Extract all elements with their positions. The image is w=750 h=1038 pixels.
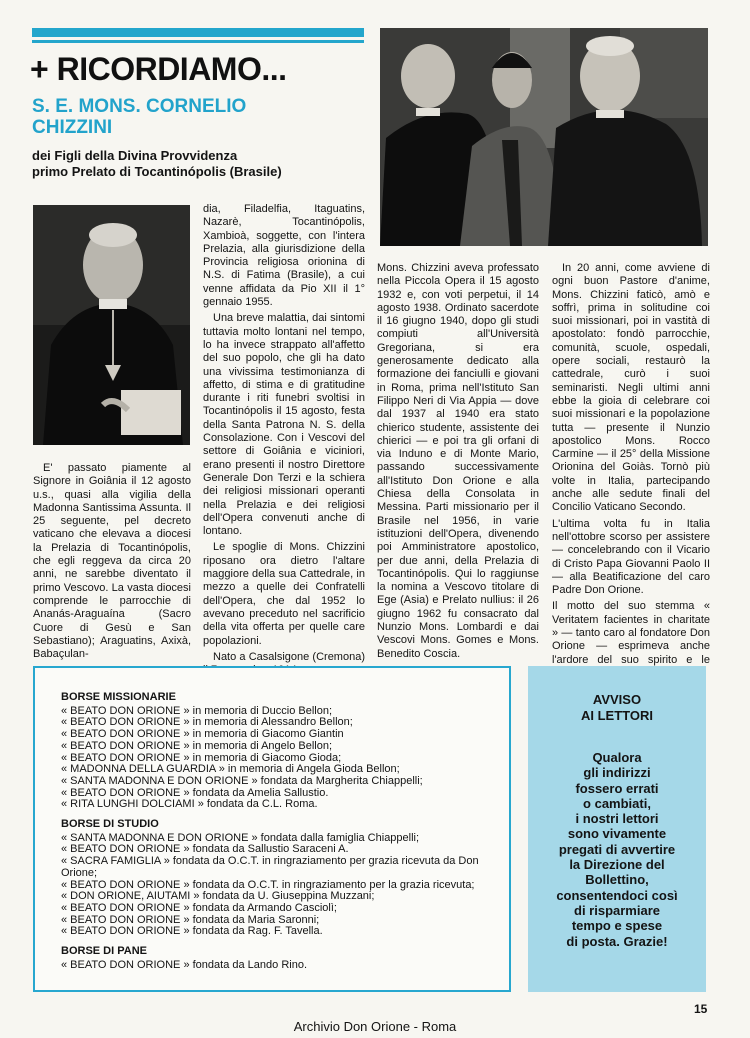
borse-item: « BEATO DON ORIONE » fondata da Lando Rino. — [61, 958, 307, 971]
borse-item: « BEATO DON ORIONE » fondata da Amelia Sallustio. — [61, 786, 329, 799]
header-rule-thin — [32, 40, 364, 43]
article-paragraph: Nato a Casalsigone (Cremona) — [213, 650, 365, 663]
avviso-body: Qualora gli indirizzi fossero errati o cambiati, i nostri lettori sono vivamente pregati di avvertire la Direzione del Bollettino, consentendoci così di risparmiare tempo e spese di posta. Grazie! — [556, 750, 678, 949]
article-paragraph: dia, Filadelfia, Itaguatins, Nazarè, Tocantinópolis, Xambioà, soggette, con l'intera Prelazia, alla giurisdizione della Provincia religiosa orionina di N.S. di Fatima (Brasile), a cui venne affidata da Pio XII il 1° gennaio 1955. — [203, 203, 365, 309]
article-paragraph: Una breve malattia, dai sintomi tuttavia molto lontani nel tempo, lo ha invece strappato all'affetto del suo popolo, che gli ha dato una vivissima testimonianza di affetto, di stima e di gratitudine durante i riti funebri svoltisi in Tocantinópolis il 15 agosto, festa della Santa Patrona N. S. della Consolazione. Con i Vescovi del settore di Goiânia e viciniori, erano presenti il nostro Direttore Generale Don Terzi e la schiera dei religiosi missionari operanti nella Prelazia e dei religiosi dell'Opera convenuti anche di lontano. — [203, 312, 365, 538]
borse-item: « BEATO DON ORIONE » fondata da Rag. F. Tavella. — [61, 925, 323, 938]
archive-footer: Archivio Don Orione - Roma — [293, 1019, 457, 1034]
article-paragraph: E' passato piamente al Signore in Goiânia il 12 agosto u.s., quasi alla vigilia della Madonna Santissima Assunta. Il 25 seguente, pel decreto vaticano che elevava a diocesi la Prelazia di Tocantinópolis, che egli reggeva da circa 20 anni, ne sarebbe diventato il primo Vescovo. La vasta diocesi comprende le parrocchie di Ananás-Araguaína (Sacro Cuore di Gesù e San Sebastiano); Araguatins, Axixà, Babaçulan- — [33, 462, 191, 661]
group-photo — [380, 28, 708, 246]
borse-item: « BEATO DON ORIONE » in memoria di Angelo Bellon; — [61, 739, 333, 752]
borse-item: « DON ORIONE, AIUTAMI » fondata da U. Giuseppina Muzzani; — [61, 890, 375, 903]
borse-item: « RITA LUNGHI DOLCIAMI » fondata da C.L. Roma. — [61, 798, 318, 811]
borse-section-title: BORSE DI STUDIO — [61, 818, 159, 831]
borse-list — [61, 692, 501, 971]
borse-item: « BEATO DON ORIONE » fondata da O.C.T. in ringraziamento per la grazia ricevuta; — [61, 878, 475, 891]
borse-item: « MADONNA DELLA GUARDIA » in memoria di Angela Gioda Bellon; — [61, 763, 400, 776]
page-number: 15 — [694, 1002, 708, 1016]
borse-item: « BEATO DON ORIONE » fondata da Armando Casciolì; — [61, 901, 337, 914]
bishop-portrait-photo — [33, 205, 190, 445]
article-column-2 — [203, 203, 365, 680]
article-column-1 — [33, 462, 191, 664]
article-column-3 — [377, 262, 539, 664]
borse-item: « BEATO DON ORIONE » fondata da Maria Saronni; — [61, 913, 320, 926]
article-paragraph: Mons. Chizzini aveva professato nella Piccola Opera il 15 agosto 1932 e, con voti perpetui, il 14 agosto 1938. Ordinato sacerdote il 16 giugno 1940, dopo gli studi compiuti all'Università Gregoriana, si era generosamente dedicato alla formazione dei fanciulli e giovani in Roma, prima nell'Istituto San Filippo Neri di Via Appia — dove dal 1937 al 1940 era stato chierico studente, assistente dei chierici — e poi tra gli orfani di via Induno e di Monte Mario, passando successivamente all'Istituto Don Orione e alla Chiesa della Consolata in Messina. Parti missionario per il Brasile nel 1956, in varie istituzioni dell'Opera, divenendo poi Amministratore apostolico, per due anni, della Prelazia di Tocantinópolis. Qui lo raggiunse la nomina a Vescovo titolare di Ege (Asia) e Prelato nullius: il 26 giugno 1962 fu consacrato dal Nunzio Mons. Lombardi e dai Vescovi Mons. Gomes e Mons. Benedito Coscia. — [377, 262, 539, 660]
borse-section-title: BORSE DI PANE — [61, 945, 147, 958]
article-paragraph: In 20 anni, come avviene di ogni buon Pastore d'anime, Mons. Chizzini faticò, amò e soffrì, prima in solitudine coi suoi missionari, poi in vastità di apostolato: fondò parrocchie, comunità, scuole, ospedali, opere sociali, restaurò la cattedrale, curò i suoi seminaristi. Negli ultimi anni ebbe la gioia di celebrare coi suoi missionari e la popolazione tutta — presente il Nunzio apostolico Mons. Rocco Carmine — il 25° della Missione Orionina del Goiàs. Tornò più volte in Italia, partecipando anche alle sedute finali del Concilio Vaticano Secondo. — [552, 262, 710, 514]
header-rule — [32, 28, 364, 37]
borse-item: « BEATO DON ORIONE » fondata da Sallustio Saraceni A. — [61, 843, 349, 856]
avviso-title: AVVISO AI LETTORI — [581, 692, 653, 723]
article-paragraph: L'ultima volta fu in Italia nell'ottobre scorso per assistere — concelebrando con il Vicario di Cristo Papa Giovanni Paolo II — alla Beatificazione del caro Padre Don Orione. — [552, 517, 710, 597]
borse-item: « BEATO DON ORIONE » in memoria di Alessandro Bellon; — [61, 716, 353, 729]
article-subtitle: S. E. MONS. CORNELIO CHIZZINI — [32, 96, 247, 138]
borse-item: « BEATO DON ORIONE » in memoria di Duccio Bellon; — [61, 704, 333, 717]
borse-box — [33, 666, 511, 992]
article-lead: dei Figli della Divina Provvidenza primo Prelato di Tocantinópolis (Brasile) — [32, 148, 282, 179]
article-paragraph: Le spoglie di Mons. Chizzini riposano ora dietro l'altare maggiore della sua Cattedrale, in mezzo a quelle dei Confratelli dell'Opera, che dal 1952 lo avevano preceduto nel sacrificio della vita offerta per quelle care popolazioni. — [203, 541, 365, 647]
borse-item: « SANTA MADONNA E DON ORIONE » fondata dalla famiglia Chiappelli; — [61, 831, 420, 844]
borse-item: « BEATO DON ORIONE » in memoria di Giacomo Giantin — [61, 728, 344, 741]
article-column-4 — [552, 262, 710, 683]
borse-item: « BEATO DON ORIONE » in memoria di Giacomo Gioda; — [61, 751, 342, 764]
avviso-box — [528, 666, 706, 992]
borse-item: « SACRA FAMIGLIA » fondata da O.C.T. in ringraziamento per grazia ricevuta da Don Orione; — [61, 855, 479, 879]
article-paragraph: Il motto del suo stemma « Veritatem facientes in charitate » — tanto caro al fondatore Don Orione — esprimeva anche l'ardore del suo spirito e le — [552, 600, 710, 666]
borse-section-title: BORSE MISSIONARIE — [61, 691, 176, 703]
borse-item: « SANTA MADONNA E DON ORIONE » fondata da Margherita Chiappelli; — [61, 774, 423, 787]
page-title: + RICORDIAMO... — [30, 51, 287, 87]
